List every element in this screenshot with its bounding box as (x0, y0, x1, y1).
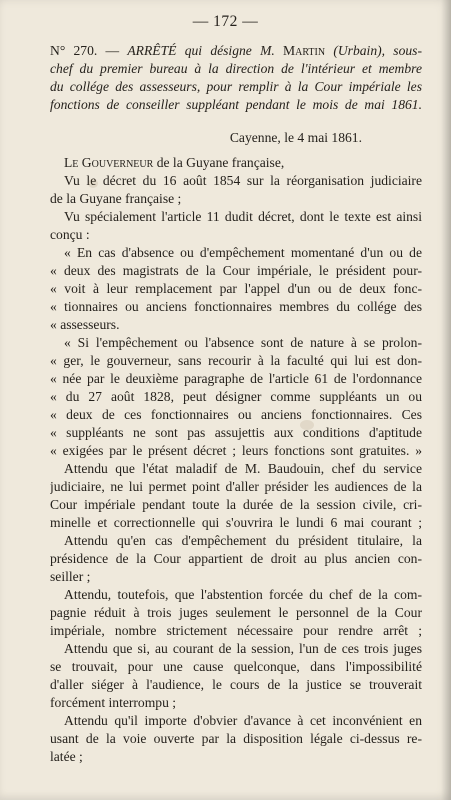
body-line: latée ; (50, 749, 83, 764)
body-line: Vu spécialement l'article 11 dudit décret, dont le texte est ainsi (64, 209, 422, 224)
page-number: — 172 — (192, 13, 259, 30)
decree-type: ARRÊTÉ (127, 43, 177, 58)
body-line: « assesseurs. (50, 317, 120, 332)
body-line: Attendu que l'état maladif de M. Baudouin, chef du service (64, 461, 422, 476)
body-line: « Si l'empêchement ou l'absence sont de nature à se prolon- (64, 335, 422, 350)
governor-title: Le Gouverneur (64, 155, 154, 170)
dateline: Cayenne, le 4 mai 1861. (229, 130, 362, 145)
body-line: « née par le deuxième paragraphe de l'article 61 de l'ordonnance (50, 371, 422, 386)
body-line: « deux des magistrats de la Cour impériale, le président pour- (50, 263, 422, 278)
body-line: « tionnaires ou anciens fonctionnaires membres du collége des (50, 299, 422, 314)
body-line: « voit à leur remplacement par l'appel d'un ou de deux fonc- (50, 281, 422, 296)
governor-line (50, 154, 422, 172)
body-line: Attendu, toutefois, que l'abstention forcée du chef de la com- (64, 587, 422, 602)
body-line: impériale, nombre strictement nécessaire pour rendre arrêt ; (50, 623, 422, 638)
body-line: pagnie réduit à trois juges seulement le personnel de la Cour (50, 605, 422, 620)
body-line: « du 27 août 1828, peut désigner comme suppléants un ou (50, 389, 422, 404)
body-line: seiller ; (50, 569, 91, 584)
heading-text-a: qui désigne M. (176, 43, 275, 58)
body-line: usant de la voie ouverte par la disposition légale ci-dessus re- (50, 731, 422, 746)
decree-body (50, 154, 422, 766)
heading-line-4: fonctions de conseiller suppléant pendant le mois de mai 1861. (50, 97, 422, 112)
decree-number: N° 270. — (50, 43, 120, 58)
body-line: de la Guyane française ; (50, 191, 182, 206)
paper-stain (88, 179, 98, 188)
heading-line-2: chef du premier bureau à la direction de l'intérieur et membre (50, 61, 422, 76)
body-line: Attendu qu'en cas d'empêchement du président titulaire, la (64, 533, 422, 548)
body-line: « ger, le gouverneur, sans recourir à la faculté qui lui est don- (50, 353, 422, 368)
body-line: Cour impériale pendant toute la durée de la session civile, cri- (50, 497, 422, 512)
body-line: d'aller siéger à l'audience, le cours de la justice se trouverait (50, 677, 422, 692)
body-line: se trouvait, pour une cause quelconque, dans l'impossibilité (50, 659, 422, 674)
heading-text-b: (Urbain), sous- (325, 43, 422, 58)
body-line: « suppléants ne sont pas assujettis aux conditions d'aptitude (50, 425, 422, 440)
body-line: forcément interrompu ; (50, 695, 177, 710)
decree-heading (50, 42, 422, 114)
heading-line-1 (50, 42, 422, 60)
body-lines (50, 172, 422, 766)
body-line: présidence de la Cour appartient de droit au plus ancien con- (50, 551, 422, 566)
paper-stain (300, 420, 314, 430)
body-line: judiciaire, ne lui permet point d'aller présider les audiences de la (50, 479, 422, 494)
heading-line-3: du collége des assesseurs, pour remplir à la Cour impériale les (50, 79, 422, 94)
body-line: Attendu qu'il importe d'obvier d'avance à cet inconvénient en (64, 713, 422, 728)
body-line: conçu : (50, 227, 90, 242)
body-line: Attendu que si, au courant de la session, l'un de ces trois juges (64, 641, 422, 656)
body-line: Vu le décret du 16 août 1854 sur la réorganisation judiciaire (64, 173, 422, 188)
body-line: « En cas d'absence ou d'empêchement momentané d'un ou de (64, 245, 422, 260)
governor-rest: de la Guyane française, (153, 155, 285, 170)
body-line: « deux de ces fonctionnaires ou anciens fonctionnaires. Ces (50, 407, 422, 422)
body-line: minelle et correctionnelle qui s'ouvrira le lundi 6 mai courant ; (50, 515, 422, 530)
body-line: « exigées par le présent décret ; leurs fonctions sont gratuites. » (50, 443, 422, 458)
page-edge-shadow (441, 0, 451, 800)
appointee-name: Martin (274, 43, 326, 58)
